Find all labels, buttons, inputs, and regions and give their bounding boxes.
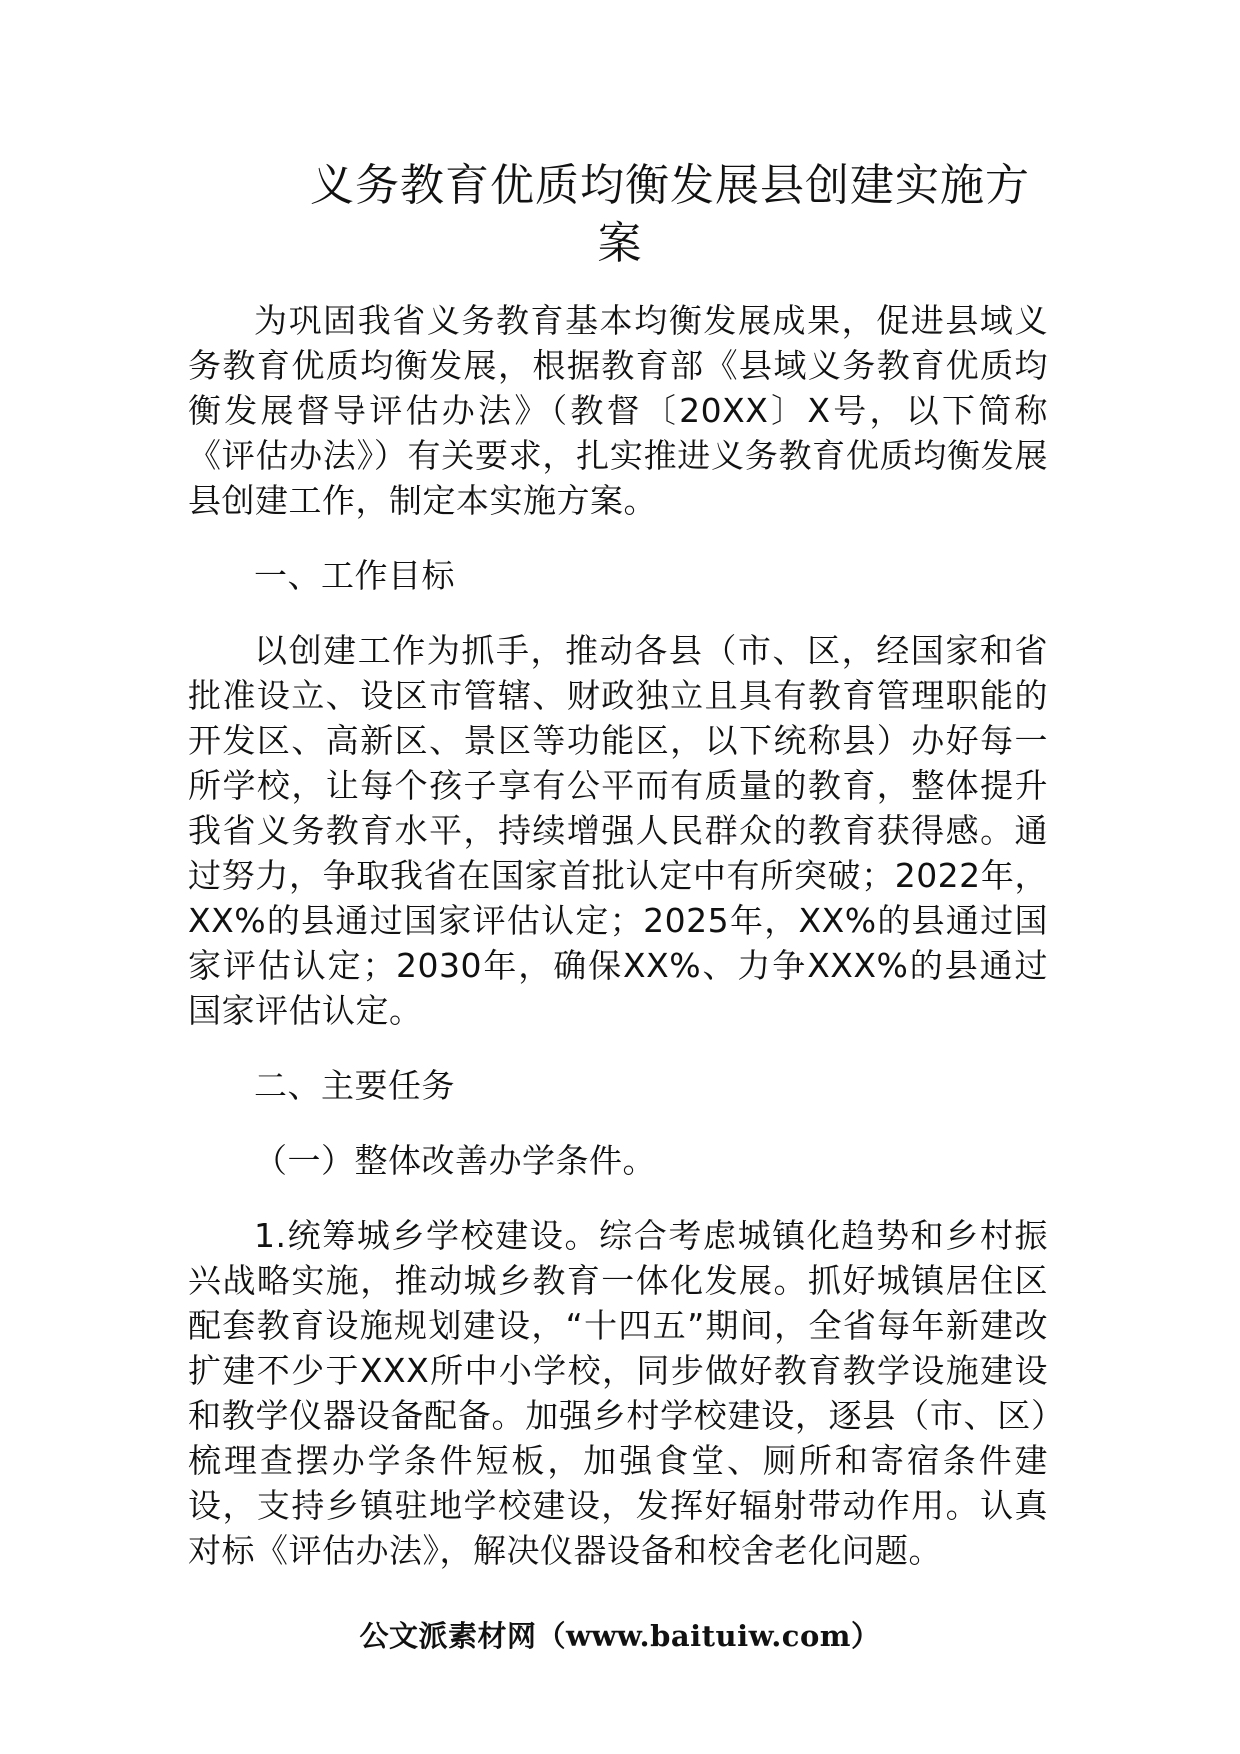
document-title-line-1: 义务教育优质均衡发展县创建实施方 (310, 160, 1030, 211)
intro-paragraph: 为巩固我省义务教育基本均衡发展成果，促进县域义务教育优质均衡发展，根据教育部《县域义务教育优质均衡发展督导评估办法》（教督〔20XX〕X号，以下简称《评估办法》）有关要求，扎实推进义务教育优质均衡发展县创建工作，制定本实施方案。 (188, 301, 1048, 520)
document-title-line-2: 案 (597, 218, 643, 269)
section-heading-work-goals: 一、工作目标 (254, 556, 455, 595)
subsection-heading-conditions: （一）整体改善办学条件。 (254, 1141, 656, 1180)
task-1-paragraph: 1.统筹城乡学校建设。综合考虑城镇化趋势和乡村振兴战略实施，推动城乡教育一体化发展。抓好城镇居住区配套教育设施规划建设，“十四五”期间，全省每年新建改扩建不少于XXX所中小学校，同步做好教育教学设施建设和教学仪器设备配备。加强乡村学校建设，逐县（市、区）梳理查摆办学条件短板，加强食堂、厕所和寄宿条件建设，支持乡镇驻地学校建设，发挥好辐射带动作用。认真对标《评估办法》，解决仪器设备和校舍老化问题。 (188, 1216, 1048, 1570)
footer-watermark: 公文派素材网（www.baituiw.com） (359, 1619, 881, 1653)
work-goals-paragraph: 以创建工作为抓手，推动各县（市、区，经国家和省批准设立、设区市管辖、财政独立且具有教育管理职能的开发区、高新区、景区等功能区，以下统称县）办好每一所学校，让每个孩子享有公平而有质量的教育，整体提升我省义务教育水平，持续增强人民群众的教育获得感。通过努力，争取我省在国家首批认定中有所突破；2022年，XX%的县通过国家评估认定；2025年，XX%的县通过国家评估认定；2030年，确保XX%、力争XXX%的县通过国家评估认定。 (188, 631, 1048, 1030)
document-body (188, 298, 1048, 1573)
section-heading-main-tasks: 二、主要任务 (254, 1066, 455, 1105)
